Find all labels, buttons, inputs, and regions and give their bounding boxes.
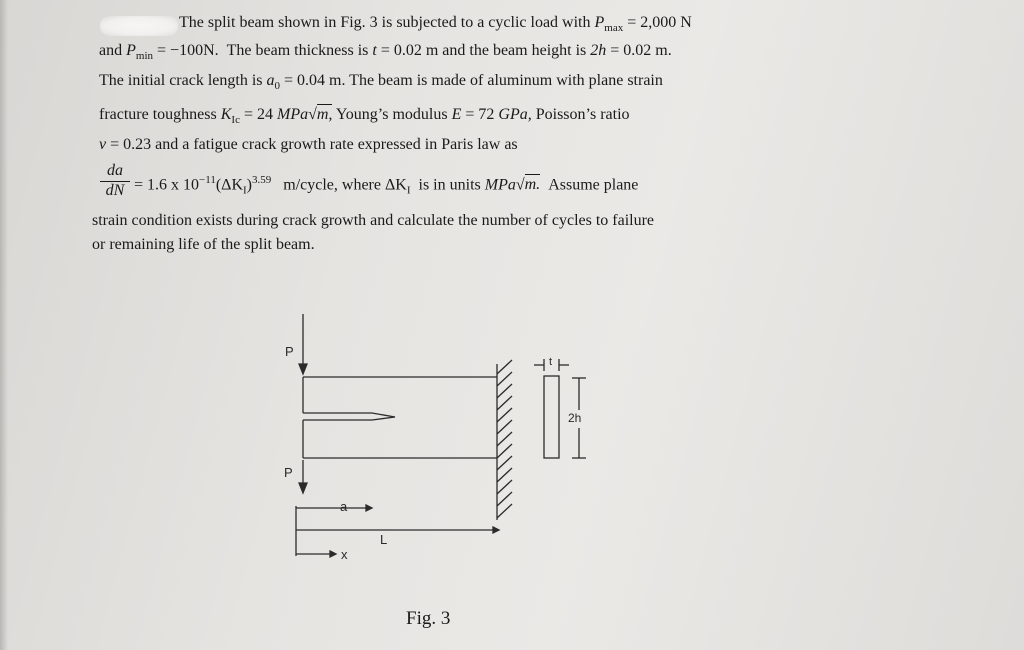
delta-k-subscript: I xyxy=(406,184,411,197)
paris-delta-k-subscript: I xyxy=(243,184,247,197)
a0-subscript: 0 xyxy=(274,80,280,93)
p-top-arrow-head xyxy=(299,364,307,374)
kic-unit-sqrt-m: m, xyxy=(316,106,333,123)
line-7-text: strain condition exists during crack growth and calculate the number of cycles to failure xyxy=(92,212,655,229)
dimension-l-arrow xyxy=(493,527,499,533)
line-1-text: The split beam shown in Fig. 3 is subjected to a cyclic load with xyxy=(179,14,591,31)
sqrt-sign-icon-2: √ xyxy=(515,176,525,194)
label-t: t xyxy=(549,356,553,368)
line-4-text: fracture toughness xyxy=(99,106,217,123)
line-8-text: or remaining life of the split beam. xyxy=(92,236,315,253)
label-p-bottom: P xyxy=(284,465,293,480)
a0-value: = 0.04 m. The beam is made of aluminum with plane strain xyxy=(280,72,663,89)
da-numerator: da xyxy=(100,162,130,182)
assume-text: Assume plane xyxy=(548,176,639,194)
pmax-subscript: max xyxy=(604,22,624,35)
poisson-text: Poisson’s ratio xyxy=(535,106,630,123)
e-symbol: E xyxy=(451,106,462,123)
e-unit: GPa, xyxy=(498,106,532,123)
h-value: = 0.02 m. xyxy=(606,42,672,59)
dimension-x-arrow xyxy=(330,551,336,557)
pmin-symbol: P xyxy=(126,42,136,59)
paris-units: m/cycle, where xyxy=(283,176,381,194)
label-x: x xyxy=(341,547,348,562)
delta-k-symbol: ΔK xyxy=(384,176,407,194)
cross-section xyxy=(544,376,559,458)
label-a: a xyxy=(340,499,348,514)
paris-exponent: 3.59 xyxy=(252,174,272,186)
dn-denominator: dN xyxy=(105,182,125,199)
h-symbol: 2h xyxy=(590,42,607,59)
sqrt-sign-icon: √ xyxy=(308,106,317,123)
figure-caption: Fig. 3 xyxy=(406,608,451,629)
pmax-symbol: P xyxy=(594,14,605,31)
paris-close-paren: ) xyxy=(246,176,252,194)
kic-subscript: Ic xyxy=(231,114,240,127)
e-value: = 72 xyxy=(461,106,495,123)
thickness-text: The beam thickness is xyxy=(226,42,369,59)
kic-value: = 24 xyxy=(239,106,273,123)
modulus-text: Young’s modulus xyxy=(335,106,448,123)
dimension-a-arrow xyxy=(366,505,372,511)
label-l: L xyxy=(380,532,388,547)
p-bottom-arrow-head xyxy=(299,483,307,493)
line-5-text: = 0.23 and a fatigue crack growth rate expressed in Paris law as xyxy=(106,136,518,153)
a0-symbol: a xyxy=(266,72,275,89)
wall-hatching xyxy=(497,360,512,518)
paris-coef-exponent: −11 xyxy=(199,174,216,186)
crack xyxy=(303,413,395,420)
t-symbol: t xyxy=(372,42,377,59)
in-units-text: is in units xyxy=(418,176,481,194)
kic-unit-mpa: MPa xyxy=(276,106,309,123)
nu-symbol: ν xyxy=(99,136,107,153)
line-2-and: and xyxy=(99,42,123,59)
label-p-top: P xyxy=(285,344,294,359)
kic-symbol: K xyxy=(220,106,232,123)
pmax-value: = 2,000 N xyxy=(623,14,692,31)
t-value: = 0.02 m and the beam height is xyxy=(376,42,587,59)
paris-delta-k: (ΔK xyxy=(215,176,243,194)
label-2h: 2h xyxy=(568,411,582,425)
line-3-text: The initial crack length is xyxy=(99,72,263,89)
delta-k-unit-mpa: MPa xyxy=(484,176,516,194)
pmin-subscript: min xyxy=(135,50,154,63)
pmin-value: = −100N. xyxy=(153,42,219,59)
paris-coefficient: = 1.6 x 10 xyxy=(134,176,200,194)
delta-k-unit-sqrt-m: m. xyxy=(524,176,541,194)
